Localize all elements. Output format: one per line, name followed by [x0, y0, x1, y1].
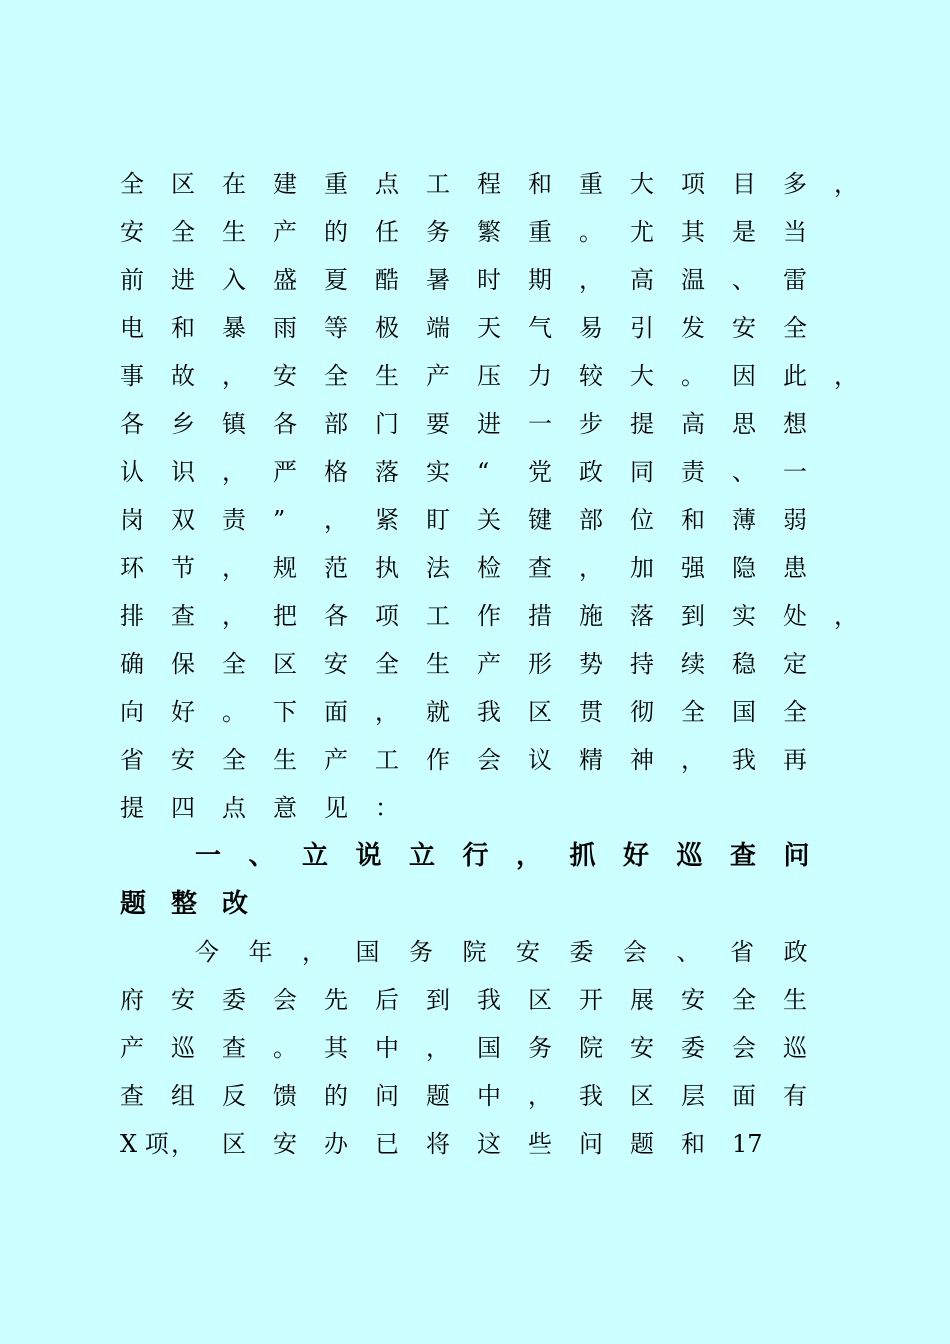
text-char: 位: [630, 506, 654, 534]
text-char: 委: [681, 1034, 705, 1062]
text-char: 较: [579, 362, 603, 390]
text-char: 产: [477, 650, 501, 678]
text-char: 的: [324, 218, 348, 246]
text-char: 全: [222, 746, 246, 774]
text-char: 把: [273, 602, 297, 630]
text-char: 一: [528, 410, 552, 438]
text-char: 尤: [630, 218, 654, 246]
text-char: 识: [171, 458, 195, 486]
text-char: 是: [732, 218, 756, 246]
text-char: 今: [195, 938, 219, 966]
text-char: 安: [681, 986, 705, 1014]
text-char: 题: [630, 1130, 654, 1158]
text-char: 一: [195, 841, 222, 871]
text-char: 整: [171, 889, 198, 919]
text-char: 落: [630, 602, 654, 630]
text-char: 和: [171, 314, 195, 342]
text-char: 其: [681, 218, 705, 246]
text-char: 已: [375, 1130, 399, 1158]
text-char: 见: [324, 794, 348, 822]
text-char: 极: [375, 314, 399, 342]
text-char: 项: [681, 170, 705, 198]
text-char: 我: [732, 746, 756, 774]
text-char: 全: [375, 650, 399, 678]
text-char: 安: [171, 746, 195, 774]
text-char: 反: [222, 1082, 246, 1110]
text-char: 巡: [783, 1034, 807, 1062]
text-char: 查: [171, 602, 195, 630]
text-char: X 项: [120, 1130, 169, 1158]
text-char: 检: [477, 554, 501, 582]
text-char: 问: [783, 841, 810, 871]
text-char: 行: [462, 841, 489, 871]
text-char: 各: [273, 410, 297, 438]
text-char: 前: [120, 266, 144, 294]
text-line: [120, 688, 860, 736]
text-line: [120, 448, 860, 496]
text-line: [120, 592, 860, 640]
text-char: 巡: [171, 1034, 195, 1062]
text-char: 生: [426, 650, 450, 678]
text-char: ，: [222, 362, 246, 390]
text-char: 建: [273, 170, 297, 198]
text-char: 。: [681, 362, 705, 390]
text-char: 实: [426, 458, 450, 486]
text-char: 17: [732, 1130, 763, 1158]
text-char: 责: [681, 458, 705, 486]
text-char: 工: [426, 602, 450, 630]
text-char: 期: [528, 266, 552, 294]
text-char: 安: [120, 218, 144, 246]
text-char: 规: [273, 554, 297, 582]
text-char: 委: [222, 986, 246, 1014]
text-char: 务: [528, 1034, 552, 1062]
text-char: 关: [477, 506, 501, 534]
text-char: 区: [528, 698, 552, 726]
text-char: 抓: [569, 841, 596, 871]
text-char: 产: [120, 1034, 144, 1062]
text-char: ，: [222, 602, 246, 630]
text-char: 时: [477, 266, 501, 294]
section-heading-line: [120, 880, 860, 928]
text-char: ：: [375, 794, 399, 822]
text-char: 生: [222, 218, 246, 246]
text-char: 势: [579, 650, 603, 678]
text-char: 暴: [222, 314, 246, 342]
text-char: ，: [375, 698, 399, 726]
text-char: ”: [273, 506, 286, 534]
text-char: 政: [783, 938, 808, 966]
text-char: 神: [630, 746, 654, 774]
text-char: 就: [426, 698, 450, 726]
text-char: 作: [477, 602, 501, 630]
text-char: 盯: [426, 506, 450, 534]
text-char: 再: [783, 746, 807, 774]
text-char: 处: [783, 602, 807, 630]
text-line: [120, 1024, 860, 1072]
text-char: 会: [623, 938, 647, 966]
text-char: 展: [630, 986, 654, 1014]
text-char: 措: [528, 602, 552, 630]
text-char: 我: [477, 698, 501, 726]
text-char: ，: [834, 602, 858, 630]
text-char: 在: [222, 170, 246, 198]
text-char: 提: [630, 410, 654, 438]
text-char: “: [477, 458, 490, 486]
text-char: 好: [623, 841, 650, 871]
text-char: 查: [222, 1034, 246, 1062]
text-char: 后: [375, 986, 399, 1014]
text-char: 下: [273, 698, 297, 726]
text-char: 立: [409, 841, 436, 871]
text-char: 院: [579, 1034, 603, 1062]
text-char: ，: [516, 841, 543, 871]
text-char: 全: [783, 698, 807, 726]
text-char: 、: [732, 458, 756, 486]
text-char: 气: [528, 314, 552, 342]
text-line: [120, 496, 860, 544]
text-char: 四: [171, 794, 195, 822]
text-char: 进: [477, 410, 501, 438]
text-char: 目: [732, 170, 756, 198]
text-char: 和: [528, 170, 552, 198]
text-char: ，: [302, 938, 326, 966]
text-char: 全: [171, 218, 195, 246]
text-char: 安: [630, 1034, 654, 1062]
text-char: 查: [528, 554, 552, 582]
text-char: 执: [375, 554, 399, 582]
text-char: 全: [681, 698, 705, 726]
text-char: 施: [579, 602, 603, 630]
text-char: 开: [579, 986, 603, 1014]
text-char: 责: [222, 506, 246, 534]
text-char: 贯: [579, 698, 603, 726]
text-char: 生: [273, 746, 297, 774]
text-char: 。: [222, 698, 246, 726]
text-char: 院: [462, 938, 487, 966]
text-char: 弱: [783, 506, 807, 534]
text-char: 大: [630, 362, 654, 390]
text-char: 强: [681, 554, 705, 582]
text-char: 排: [120, 602, 144, 630]
text-line: [120, 160, 860, 208]
text-char: 进: [171, 266, 195, 294]
text-char: 些: [528, 1130, 552, 1158]
text-char: 确: [120, 650, 144, 678]
text-char: 立: [302, 841, 329, 871]
text-char: 工: [426, 170, 450, 198]
text-char: 议: [528, 746, 552, 774]
text-char: 法: [426, 554, 450, 582]
text-line: [120, 352, 860, 400]
text-char: 生: [375, 362, 399, 390]
text-char: 键: [528, 506, 552, 534]
text-char: 事: [120, 362, 144, 390]
text-char: 党: [528, 458, 552, 486]
text-char: 项: [375, 602, 399, 630]
text-char: 程: [477, 170, 501, 198]
text-char: 电: [120, 314, 144, 342]
text-char: 天: [477, 314, 501, 342]
text-char: 安: [273, 362, 297, 390]
text-char: 我: [579, 1082, 603, 1110]
text-char: 安: [516, 938, 540, 966]
text-char: 其: [324, 1034, 348, 1062]
text-char: 要: [426, 410, 450, 438]
text-char: 隐: [732, 554, 756, 582]
text-char: ，: [222, 554, 246, 582]
text-char: ，: [834, 170, 858, 198]
text-char: 产: [426, 362, 450, 390]
text-char: 安: [273, 1130, 297, 1158]
text-char: 思: [732, 410, 756, 438]
text-line: [120, 1072, 860, 1120]
text-char: 安: [324, 650, 348, 678]
text-char: 认: [120, 458, 144, 486]
text-char: 题: [426, 1082, 450, 1110]
text-char: 、: [732, 266, 756, 294]
text-char: 组: [171, 1082, 195, 1110]
text-char: 问: [375, 1082, 399, 1110]
text-char: 有: [783, 1082, 807, 1110]
text-char: 形: [528, 650, 552, 678]
text-char: 点: [375, 170, 399, 198]
text-char: ，: [324, 506, 348, 534]
text-char: 产: [273, 218, 297, 246]
text-line: [120, 208, 860, 256]
text-char: 力: [528, 362, 552, 390]
text-char: ，: [528, 1082, 552, 1110]
text-char: 国: [477, 1034, 501, 1062]
text-char: 政: [579, 458, 603, 486]
text-char: 面: [324, 698, 348, 726]
text-char: 点: [222, 794, 246, 822]
text-line: [120, 400, 860, 448]
text-char: 易: [579, 314, 603, 342]
text-char: 多: [783, 170, 807, 198]
text-char: 持: [630, 650, 654, 678]
text-char: 全: [222, 650, 246, 678]
text-char: 区: [630, 1082, 654, 1110]
text-char: 雷: [783, 266, 807, 294]
text-line: [120, 784, 860, 832]
text-char: 改: [222, 889, 249, 919]
text-line: [120, 736, 860, 784]
text-char: 国: [732, 698, 756, 726]
text-char: 故: [171, 362, 195, 390]
text-char: 稳: [732, 650, 756, 678]
text-char: 发: [681, 314, 705, 342]
text-char: 委: [569, 938, 594, 966]
text-char: 。: [273, 1034, 297, 1062]
text-char: 一: [783, 458, 807, 486]
text-char: 全: [324, 362, 348, 390]
text-char: 加: [630, 554, 654, 582]
text-char: 向: [120, 698, 144, 726]
text-char: 想: [783, 410, 807, 438]
text-line: [120, 1120, 860, 1168]
text-char: 高: [630, 266, 654, 294]
text-char: 办: [324, 1130, 348, 1158]
text-char: 患: [783, 554, 807, 582]
text-char: 题: [120, 889, 147, 919]
text-char: 夏: [324, 266, 348, 294]
text-char: 酷: [375, 266, 399, 294]
text-char: 年: [248, 938, 273, 966]
text-char: 门: [375, 410, 399, 438]
text-char: 面: [732, 1082, 756, 1110]
text-char: 省: [120, 746, 144, 774]
text-line: [120, 640, 860, 688]
text-char: 产: [324, 746, 348, 774]
text-char: 部: [579, 506, 603, 534]
text-char: 到: [426, 986, 450, 1014]
text-char: ，: [834, 362, 858, 390]
text-char: 乡: [171, 410, 195, 438]
text-char: 查: [120, 1082, 144, 1110]
text-char: 会: [273, 986, 297, 1014]
text-char: 查: [730, 841, 757, 871]
text-char: 和: [681, 1130, 705, 1158]
text-char: 落: [375, 458, 399, 486]
text-char: 盛: [273, 266, 297, 294]
text-char: 作: [426, 746, 450, 774]
text-char: 和: [681, 506, 705, 534]
text-char: 馈: [273, 1082, 297, 1110]
text-char: ，: [579, 554, 603, 582]
text-char: 同: [630, 458, 654, 486]
text-char: 务: [409, 938, 433, 966]
text-char: 全: [783, 314, 807, 342]
text-char: 意: [273, 794, 297, 822]
text-char: 镇: [222, 410, 246, 438]
text-char: 雨: [273, 314, 297, 342]
text-char: 入: [222, 266, 246, 294]
text-char: 当: [783, 218, 807, 246]
text-line: [120, 304, 860, 352]
text-char: 严: [273, 458, 297, 486]
text-char: 步: [579, 410, 603, 438]
text-char: ，: [426, 1034, 450, 1062]
text-char: 区: [273, 650, 297, 678]
text-char: 繁: [477, 218, 501, 246]
section-heading-line: [120, 832, 860, 880]
text-char: 先: [324, 986, 348, 1014]
text-char: 等: [324, 314, 348, 342]
text-char: 巡: [676, 841, 703, 871]
text-char: 端: [426, 314, 450, 342]
text-line: [120, 976, 860, 1024]
text-char: 会: [732, 1034, 756, 1062]
text-char: 生: [783, 986, 807, 1014]
text-char: 各: [120, 410, 144, 438]
text-char: 提: [120, 794, 144, 822]
text-char: 工: [375, 746, 399, 774]
text-char: 高: [681, 410, 705, 438]
text-char: 各: [324, 602, 348, 630]
text-char: ，: [681, 746, 705, 774]
text-char: 问: [579, 1130, 603, 1158]
text-char: 全: [120, 170, 144, 198]
text-char: 区: [222, 1130, 246, 1158]
text-char: ，: [222, 458, 246, 486]
text-char: 格: [324, 458, 348, 486]
text-char: 安: [171, 986, 195, 1014]
text-char: 实: [732, 602, 756, 630]
text-char: 我: [477, 986, 501, 1014]
text-line: [120, 544, 860, 592]
text-char: 保: [171, 650, 195, 678]
text-char: 彻: [630, 698, 654, 726]
text-char: 暑: [426, 266, 450, 294]
text-char: 区: [171, 170, 195, 198]
text-char: 省: [730, 938, 754, 966]
text-char: 岗: [120, 506, 144, 534]
text-char: 引: [630, 314, 654, 342]
text-char: 说: [355, 841, 382, 871]
text-char: 大: [630, 170, 654, 198]
text-char: ，: [171, 1130, 195, 1158]
text-char: 层: [681, 1082, 705, 1110]
text-char: 的: [324, 1082, 348, 1110]
text-char: 重: [579, 170, 603, 198]
text-char: 到: [681, 602, 705, 630]
text-char: 任: [375, 218, 399, 246]
text-char: 压: [477, 362, 501, 390]
text-char: 务: [426, 218, 450, 246]
text-char: 精: [579, 746, 603, 774]
text-char: 、: [676, 938, 701, 966]
text-char: 区: [528, 986, 552, 1014]
text-char: 温: [681, 266, 705, 294]
text-char: 部: [324, 410, 348, 438]
text-char: 中: [477, 1082, 501, 1110]
text-char: 薄: [732, 506, 756, 534]
text-char: 、: [248, 841, 275, 871]
text-char: 国: [355, 938, 380, 966]
text-char: 。: [579, 218, 603, 246]
text-char: 因: [732, 362, 756, 390]
text-line: [120, 928, 860, 976]
text-char: 好: [171, 698, 195, 726]
text-char: 重: [528, 218, 552, 246]
text-char: 安: [732, 314, 756, 342]
text-char: 节: [171, 554, 195, 582]
text-char: 全: [732, 986, 756, 1014]
text-char: 范: [324, 554, 348, 582]
text-char: 府: [120, 986, 144, 1014]
text-line: [120, 256, 860, 304]
text-char: 此: [783, 362, 807, 390]
text-char: 中: [375, 1034, 399, 1062]
text-char: 这: [477, 1130, 501, 1158]
text-char: 将: [426, 1130, 450, 1158]
text-char: 定: [783, 650, 807, 678]
text-char: 紧: [375, 506, 399, 534]
text-char: 环: [120, 554, 144, 582]
text-char: 双: [171, 506, 195, 534]
text-char: ，: [579, 266, 603, 294]
text-char: 会: [477, 746, 501, 774]
text-char: 重: [324, 170, 348, 198]
text-char: 续: [681, 650, 705, 678]
